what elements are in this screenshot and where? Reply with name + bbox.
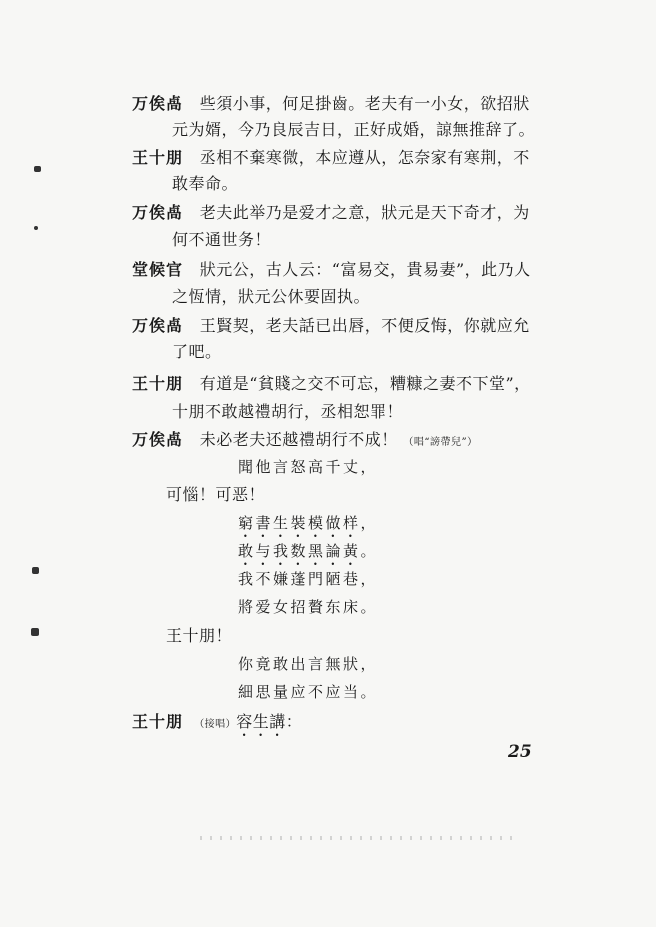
verse-line (238, 541, 378, 569)
dialogue-text: 之恆情，狀元公休要固执。 (172, 287, 371, 306)
dialogue-text: 些須小事，何足掛齒。老夫有一小女，欲招狀 (199, 94, 530, 113)
stage-direction: （接唱） (194, 719, 237, 730)
speaker-name: 万俟卨 (132, 94, 184, 113)
verse-text: 將爱女招贅东床。 (238, 598, 379, 616)
verse-text: 細思量应不应当。 (238, 683, 379, 701)
dialogue-continuation (172, 120, 535, 140)
speaker-name: 王十朋 (132, 712, 184, 731)
verse-line (238, 569, 378, 589)
verse-line (238, 513, 378, 541)
speaker-name: 王十朋 (132, 148, 184, 167)
spoken-interjection (166, 485, 265, 505)
dialogue-text: 有道是“貧賤之交不可忘，糟糠之妻不下堂”， (199, 374, 531, 393)
page-number: 25 (508, 742, 532, 762)
margin-smudge (31, 628, 39, 636)
speaker-name: 万俟卨 (132, 203, 184, 222)
dialogue-line (132, 260, 531, 280)
verse-line (238, 654, 378, 674)
dialogue-text: 老夫此举乃是爱才之意，狀元是天下奇才，为 (199, 203, 530, 222)
dialogue-continuation (172, 230, 271, 250)
speaker-name: 万俟卨 (132, 430, 184, 449)
dialogue-line (132, 374, 531, 394)
dialogue-text: 未必老夫还越禮胡行不成！ (199, 430, 398, 449)
verse-line (238, 457, 378, 477)
dialogue-text: 王賢契，老夫話已出唇，不便反悔，你就应允 (199, 316, 530, 335)
dialogue-continuation (172, 174, 238, 194)
dialogue-line (132, 203, 530, 223)
dialogue-continuation (172, 342, 222, 362)
dialogue-text: 容生講： (236, 712, 303, 731)
dialogue-continuation (172, 287, 370, 307)
margin-smudge (32, 567, 39, 574)
interjection-text: 王十朋！ (166, 626, 233, 645)
verse-text: 敢与我数黑論黃。 (238, 542, 379, 560)
dialogue-text: 丞相不棄寒微，本应遵从，怎奈家有寒荆，不 (199, 148, 530, 167)
verse-line (238, 682, 378, 702)
scan-noise (200, 836, 520, 840)
verse-text: 你竟敢出言無狀， (238, 655, 379, 673)
margin-smudge (34, 226, 38, 230)
dialogue-text: 敢奉命。 (172, 174, 239, 193)
dialogue-line (132, 148, 530, 168)
spoken-interjection (166, 626, 232, 646)
dialogue-line (132, 94, 530, 114)
dialogue-text: 狀元公，古人云：“富易交，貴易妻”，此乃人 (199, 260, 531, 279)
dialogue-line (132, 430, 478, 453)
verse-line (238, 597, 378, 617)
speaker-name: 王十朋 (132, 374, 184, 393)
dialogue-text: 了吧。 (172, 342, 222, 361)
dialogue-text: 十朋不敢越禮胡行，丞相恕罪！ (172, 402, 404, 421)
speaker-name: 堂候官 (132, 260, 184, 279)
interjection-text: 可惱！可恶！ (166, 485, 266, 504)
speaker-name: 万俟卨 (132, 316, 184, 335)
verse-text: 聞他言怒高千丈， (238, 458, 379, 476)
dialogue-line (132, 712, 302, 740)
dialogue-text: 元为婿，今乃良辰吉日，正好成婚，諒無推辞了。 (172, 120, 536, 139)
dialogue-continuation (172, 402, 403, 422)
stage-direction: （唱“謗帶兒”） (403, 437, 478, 448)
margin-smudge (34, 166, 41, 172)
verse-text: 窮書生裝模做样， (238, 514, 379, 532)
dialogue-line (132, 316, 530, 336)
verse-text: 我不嫌蓬門陋巷， (238, 570, 379, 588)
dialogue-text: 何不通世务！ (172, 230, 272, 249)
